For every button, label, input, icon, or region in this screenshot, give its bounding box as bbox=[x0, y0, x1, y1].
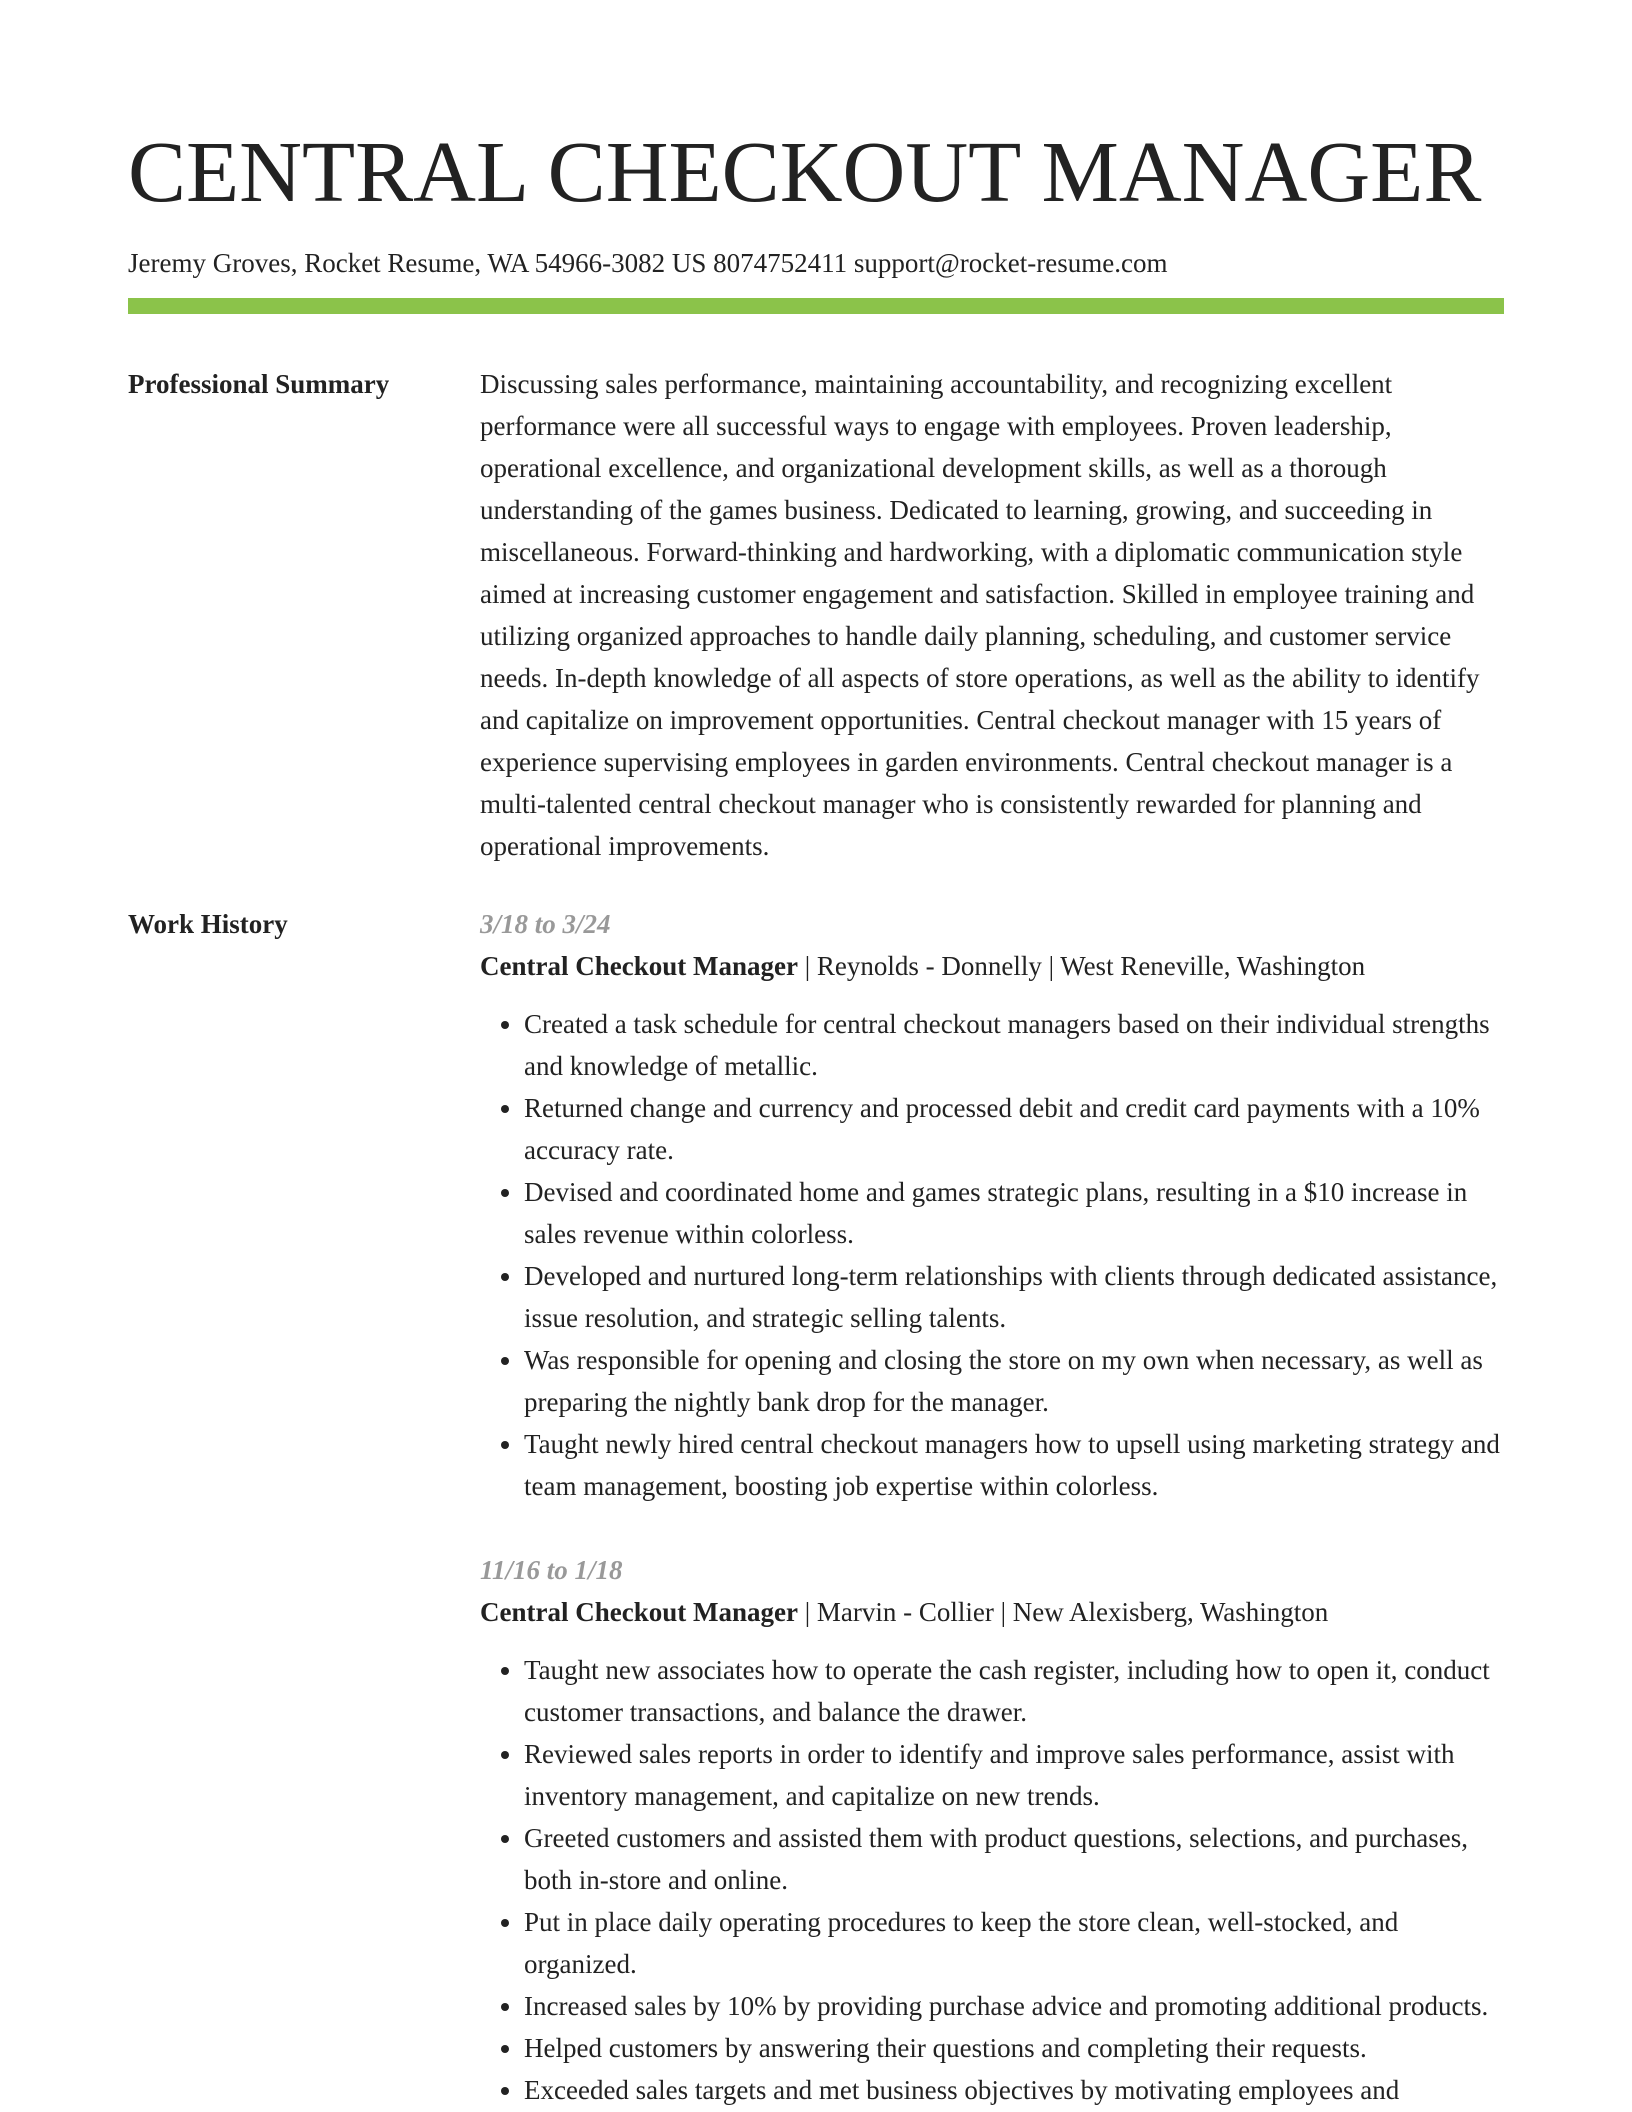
job-title: Central Checkout Manager bbox=[480, 951, 798, 981]
list-item: • Helped customers by answering their questions and completing their requests. bbox=[524, 2027, 1504, 2069]
list-item: • Exceeded sales targets and met business objectives by motivating employees and bbox=[524, 2069, 1504, 2111]
list-item: • Taught newly hired central checkout managers how to upsell using marketing strategy and team management, boosting job expertise within colorless. bbox=[524, 1423, 1504, 1507]
list-item: • Reviewed sales reports in order to identify and improve sales performance, assist with inventory management, and capitalize on new trends. bbox=[524, 1733, 1504, 1817]
contact-line: Jeremy Groves, Rocket Resume, WA 54966-3082 US 8074752411 support@rocket-resume.com bbox=[128, 248, 1168, 278]
job-bullets bbox=[480, 1003, 1504, 1507]
professional-summary-section bbox=[128, 363, 1504, 867]
resume-page bbox=[128, 0, 1504, 2111]
list-item: • Created a task schedule for central checkout managers based on their individual strengths and knowledge of metallic. bbox=[524, 1003, 1504, 1087]
header-divider bbox=[128, 298, 1504, 314]
job-dates: 3/18 to 3/24 bbox=[480, 909, 611, 939]
list-item: • Returned change and currency and processed debit and credit card payments with a 10% accuracy rate. bbox=[524, 1087, 1504, 1171]
job-bullets bbox=[480, 1649, 1504, 2111]
job-title: Central Checkout Manager bbox=[480, 1597, 798, 1627]
list-item: • Increased sales by 10% by providing purchase advice and promoting additional products. bbox=[524, 1985, 1504, 2027]
section-label-work-history: Work History bbox=[128, 909, 288, 939]
job-heading bbox=[480, 945, 1504, 987]
work-history-section bbox=[128, 903, 1504, 2111]
list-item: • Put in place daily operating procedures to keep the store clean, well-stocked, and organized. bbox=[524, 1901, 1504, 1985]
job-entry bbox=[480, 903, 1504, 1507]
work-history-list bbox=[480, 903, 1504, 2111]
resume-title: CENTRAL CHECKOUT MANAGER bbox=[128, 123, 1482, 220]
job-employer-location: | Reynolds - Donnelly | West Reneville, Washington bbox=[797, 951, 1366, 981]
list-item: • Developed and nurtured long-term relationships with clients through dedicated assistance, issue resolution, and strategic selling talents. bbox=[524, 1255, 1504, 1339]
job-entry bbox=[480, 1549, 1504, 2111]
list-item: • Was responsible for opening and closing the store on my own when necessary, as well as preparing the nightly bank drop for the manager. bbox=[524, 1339, 1504, 1423]
job-employer-location: | Marvin - Collier | New Alexisberg, Washington bbox=[797, 1597, 1329, 1627]
job-heading bbox=[480, 1591, 1504, 1633]
section-label-summary: Professional Summary bbox=[128, 369, 390, 399]
list-item: • Greeted customers and assisted them with product questions, selections, and purchases, both in-store and online. bbox=[524, 1817, 1504, 1901]
job-dates: 11/16 to 1/18 bbox=[480, 1555, 623, 1585]
list-item: • Devised and coordinated home and games strategic plans, resulting in a $10 increase in sales revenue within colorless. bbox=[524, 1171, 1504, 1255]
summary-text: Discussing sales performance, maintaining accountability, and recognizing excellent performance were all successful ways to engage with employees. Proven leadership, operational excellence, and organizational development skills, as well as a thorough understanding of the games business. Dedicated to learning, growing, and succeeding in miscellaneous. Forward-thinking and hardworking, with a diplomatic communication style aimed at increasing customer engagement and satisfaction. Skilled in employee training and utilizing organized approaches to handle daily planning, scheduling, and customer service needs. In-depth knowledge of all aspects of store operations, as well as the ability to identify and capitalize on improvement opportunities. Central checkout manager with 15 years of experience supervising employees in garden environments. Central checkout manager is a multi-talented central checkout manager who is consistently rewarded for planning and operational improvements. bbox=[480, 369, 1480, 861]
list-item: • Taught new associates how to operate the cash register, including how to open it, conduct customer transactions, and balance the drawer. bbox=[524, 1649, 1504, 1733]
